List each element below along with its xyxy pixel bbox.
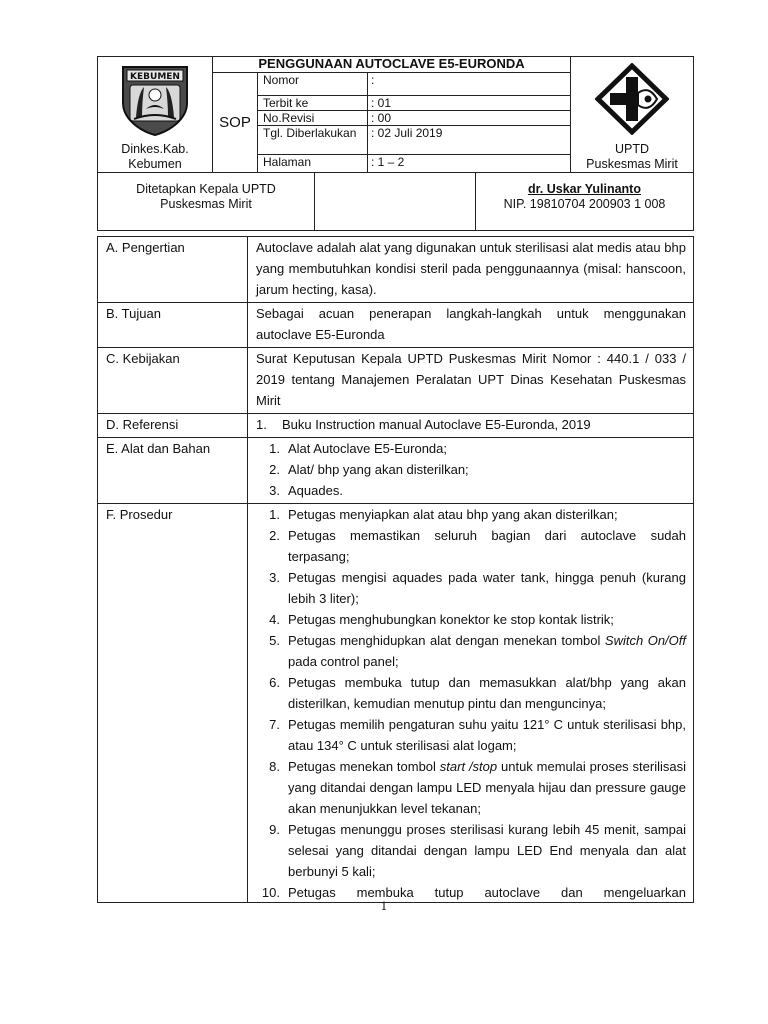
- left-caption-line1: Dinkes.Kab.: [121, 142, 189, 156]
- list-item: 3. Petugas mengisi aquades pada water tank, hingga penuh (kurang lebih 3 liter);: [269, 570, 686, 606]
- meta-label-halaman: Halaman: [258, 155, 368, 173]
- section-pengertian: [98, 237, 694, 303]
- section-alat-bahan: [98, 438, 694, 504]
- section-text: Autoclave adalah alat yang digunakan untuk sterilisasi alat medis atau bhp yang membutuhkan kondisi steril pada penggunaannya (misal: hanscoon, jarum hecting, kasa).: [248, 237, 694, 303]
- approval-left-cell: [98, 173, 315, 231]
- document-title: PENGGUNAAN AUTOCLAVE E5-EURONDA: [213, 57, 571, 73]
- list-item: 3. Aquades.: [269, 483, 343, 498]
- approval-left-line1: Ditetapkan Kepala UPTD: [136, 182, 276, 196]
- meta-label-revisi: No.Revisi: [258, 111, 368, 126]
- list-item: 2. Alat/ bhp yang akan disterilkan;: [269, 462, 469, 477]
- section-text: Surat Keputusan Kepala UPTD Puskesmas Mirit Nomor : 440.1 / 033 / 2019 tentang Manajemen Peralatan UPT Dinas Kesehatan Puskesmas Mirit: [248, 348, 694, 414]
- approver-name: dr. Uskar Yulinanto: [527, 182, 641, 196]
- list-item: 9. Petugas menunggu proses sterilisasi kurang lebih 45 menit, sampai selesai yang ditandai dengan lampu LED End menyala dan alat berbunyi 5 kali;: [269, 822, 686, 879]
- section-kebijakan: [98, 348, 694, 414]
- signature-cell: [315, 173, 476, 231]
- section-prosedur: [98, 504, 694, 903]
- list-item: 7. Petugas memilih pengaturan suhu yaitu 121° C untuk sterilisasi bhp, atau 134° C untuk sterilisasi alat logam;: [269, 717, 686, 753]
- approval-left-line2: Puskesmas Mirit: [160, 197, 252, 211]
- meta-label-tgl: Tgl. Diberlakukan: [258, 126, 368, 155]
- right-caption-line2: Puskesmas Mirit: [586, 157, 678, 171]
- right-logo-cell: [571, 57, 694, 173]
- section-label: F. Prosedur: [98, 504, 248, 903]
- meta-value-terbit: : 01: [368, 96, 571, 111]
- section-label: A. Pengertian: [98, 237, 248, 303]
- approval-table: [97, 172, 694, 231]
- list-item: 4. Petugas menghubungkan konektor ke stop kontak listrik;: [269, 612, 614, 627]
- approval-right-cell: [476, 173, 694, 231]
- section-label: D. Referensi: [98, 414, 248, 438]
- sop-content-table: [97, 236, 694, 903]
- emblem-text: KEBUMEN: [130, 72, 180, 82]
- meta-value-halaman: : 1 – 2: [368, 155, 571, 173]
- left-logo-cell: [98, 57, 213, 173]
- meta-label-terbit: Terbit ke: [258, 96, 368, 111]
- section-label: B. Tujuan: [98, 303, 248, 348]
- sop-label: SOP: [213, 73, 258, 173]
- list-item: 10. Petugas membuka tutup autoclave dan mengeluarkan: [261, 885, 686, 900]
- left-caption-line2: Kebumen: [128, 157, 182, 171]
- list-item: 1. Buku Instruction manual Autoclave E5-Euronda, 2019: [256, 417, 591, 432]
- meta-value-revisi: : 00: [368, 111, 571, 126]
- list-item: 1. Petugas menyiapkan alat atau bhp yang akan disterilkan;: [269, 507, 618, 522]
- meta-label-nomor: Nomor: [258, 73, 368, 96]
- section-label: E. Alat dan Bahan: [98, 438, 248, 504]
- section-referensi: [98, 414, 694, 438]
- section-tujuan: [98, 303, 694, 348]
- list-item: 1. Alat Autoclave E5-Euronda;: [269, 441, 447, 456]
- list-item: 8. Petugas menekan tombol start /stop untuk memulai proses sterilisasi yang ditandai dengan lampu LED menyala hijau dan pressure gauge akan menunjukkan level tekanan;: [269, 759, 686, 816]
- right-caption-line1: UPTD: [614, 142, 650, 156]
- list-item: 5. Petugas menghidupkan alat dengan menekan tombol Switch On/Off pada control panel;: [269, 633, 686, 669]
- meta-value-nomor: :: [368, 73, 571, 96]
- kebumen-emblem-icon: [118, 63, 192, 137]
- meta-value-tgl: : 02 Juli 2019: [368, 126, 571, 155]
- section-text: Sebagai acuan penerapan langkah-langkah untuk menggunakan autoclave E5-Euronda: [248, 303, 694, 348]
- list-item: 2. Petugas memastikan seluruh bagian dari autoclave sudah terpasang;: [269, 528, 686, 564]
- puskesmas-logo-icon: [595, 63, 669, 135]
- approver-nip: NIP. 19810704 200903 1 008: [503, 197, 666, 211]
- list-item: 6. Petugas membuka tutup dan memasukkan alat/bhp yang akan disterilkan, kemudian menutup pintu dan menguncinya;: [269, 675, 686, 711]
- section-label: C. Kebijakan: [98, 348, 248, 414]
- sop-header-table: [97, 56, 694, 173]
- page-number: 1: [380, 900, 388, 913]
